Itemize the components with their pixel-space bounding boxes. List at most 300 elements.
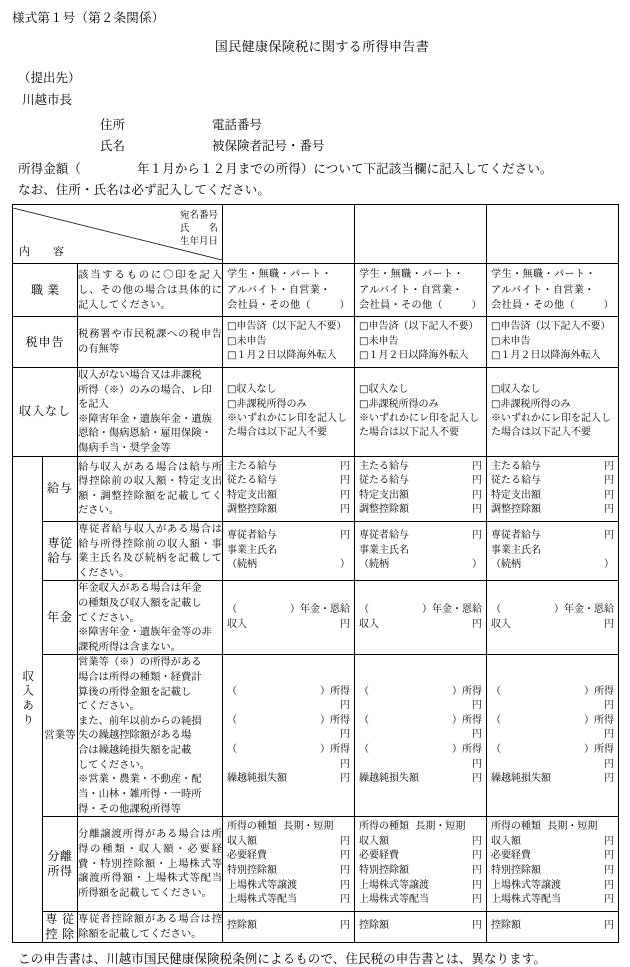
salary-field-1-3-unit: 円	[340, 489, 351, 501]
tax-filing-entry-3[interactable]	[487, 317, 619, 368]
no-income-note-2b: た場合は以下記入不要	[359, 427, 460, 439]
salary-entry-3[interactable]	[487, 456, 619, 521]
pension-fields-2[interactable]	[355, 600, 486, 635]
row-family-deduction	[13, 911, 619, 942]
separate-income-f1-5[interactable]	[227, 893, 350, 908]
separate-income-kind-2-value[interactable]: 長期・短期	[415, 821, 466, 833]
family-salary-amount-2-name: 専従者給与	[359, 530, 410, 542]
salary-field-2-4-unit: 円	[472, 504, 483, 516]
occupation-entry-3[interactable]	[487, 264, 619, 317]
no-income-entry-1[interactable]	[223, 367, 355, 456]
separate-income-f2-5-unit: 円	[472, 894, 483, 906]
no-income-opt-3-2[interactable]: □非課税所得のみ	[491, 398, 571, 410]
salary-field-3-4-name: 調整控除額	[491, 504, 542, 516]
occupation-entry-2[interactable]	[355, 264, 487, 317]
separate-income-f2-2-unit: 円	[472, 850, 483, 862]
business-carryover-2-label: 繰越純損失額	[359, 773, 420, 785]
business-income-1-2[interactable]	[227, 714, 350, 729]
row-no-income	[13, 367, 619, 456]
business-income-1-3-right: ）所得	[320, 744, 351, 756]
pension-type-1-left: （	[227, 604, 238, 616]
family-salary-fields-3[interactable]	[487, 526, 618, 576]
income-period-middle: 年１月から１２月までの所得）について下記該当欄に記入してください。	[137, 161, 553, 177]
business-carryover-1-label: 繰越純損失額	[227, 773, 288, 785]
row-label-occupation: 職業	[13, 264, 78, 317]
family-salary-amount-1[interactable]	[227, 529, 350, 544]
address-phone-row	[12, 117, 618, 133]
desc-business-l8: してください。	[78, 758, 151, 771]
separate-income-f3-1-unit: 円	[604, 835, 615, 847]
separate-income-f2-5[interactable]	[359, 893, 482, 908]
form-number: 様式第１号（第２条関係）	[12, 10, 165, 25]
person-3-entry[interactable]	[487, 205, 618, 263]
pension-entry-1[interactable]	[223, 581, 355, 655]
separate-income-label-l1: 分離	[47, 848, 73, 863]
insured-number-label: 被保険者記号・番号	[212, 137, 325, 153]
no-income-note-1b: た場合は以下記入不要	[227, 427, 328, 439]
business-income-1-3[interactable]	[227, 743, 350, 758]
occupation-other-right-3: ）	[603, 299, 615, 311]
salary-fields-3[interactable]	[487, 457, 618, 521]
family-deduction-label-l1: 専 従	[45, 911, 75, 926]
desc-no-income-l4: ※障害年金・遺族年金・遺族	[78, 412, 212, 425]
separate-income-entry-1[interactable]	[223, 817, 355, 912]
separate-income-f3-5-unit: 円	[604, 894, 615, 906]
separate-income-entry-2[interactable]	[355, 817, 487, 912]
salary-field-1-3[interactable]	[227, 489, 350, 504]
separate-income-f1-4[interactable]	[227, 879, 350, 894]
occupation-line-2b: アルバイト・自営業・	[359, 284, 463, 296]
no-income-opt-1-2[interactable]: □非課税所得のみ	[227, 398, 307, 410]
occupation-options-1[interactable]	[223, 264, 354, 316]
business-unit-2-1: 円	[472, 700, 483, 712]
family-salary-entry-2[interactable]	[355, 521, 487, 580]
submit-to-label: （提出先）	[18, 70, 81, 85]
income-period-prefix: 所得金額（	[18, 161, 82, 177]
pension-type-3-right: ）年金・恩給	[554, 604, 615, 616]
occupation-other-left-3: 会社員・その他（	[491, 299, 575, 311]
separate-income-kind-1-label: 所得の種類	[227, 821, 278, 833]
atena-number-label: 宛名番号	[180, 210, 219, 222]
occupation-options-2[interactable]	[355, 264, 486, 316]
salary-field-3-1-name: 主たる給与	[491, 460, 542, 472]
person-2-entry[interactable]	[355, 205, 486, 263]
desc-no-income-l5: 恩給・傷病恩給・雇用保険・	[78, 427, 212, 440]
business-carryover-1[interactable]	[227, 772, 350, 787]
row-label-family-salary	[43, 521, 78, 580]
business-unit-1-2: 円	[340, 729, 351, 741]
salary-field-3-2-name: 従たる給与	[491, 475, 542, 487]
corner-diagonal	[13, 208, 222, 260]
no-income-opt-1-1[interactable]: □収入なし	[227, 384, 277, 396]
separate-income-f2-1[interactable]	[359, 835, 482, 850]
family-salary-amount-2[interactable]	[359, 529, 482, 544]
family-salary-relation-1[interactable]	[227, 558, 350, 573]
family-salary-relation-2[interactable]	[359, 558, 482, 573]
salary-fields-1[interactable]	[223, 457, 354, 521]
family-deduction-amount-2[interactable]	[359, 919, 482, 934]
pension-income-1-unit: 円	[340, 618, 351, 630]
business-income-2-3-right: ）所得	[452, 744, 483, 756]
business-unit-1-3: 円	[340, 758, 351, 770]
occupation-line-3b: アルバイト・自営業・	[491, 284, 595, 296]
business-income-3-1[interactable]	[491, 685, 614, 700]
tax-filing-opt-3-2[interactable]: □未申告	[491, 335, 531, 347]
salary-field-3-4[interactable]	[491, 503, 614, 518]
desc-business-l10: 当・山林・雑所得・一時所	[78, 787, 202, 800]
tax-filing-options-2[interactable]	[355, 317, 486, 367]
business-income-2-3-left: （	[359, 744, 370, 756]
family-deduction-amount-2-unit: 円	[472, 920, 483, 932]
family-salary-relation-3-left: （続柄	[491, 559, 522, 571]
tax-filing-opt-1-3[interactable]: □１月２日以降海外転入	[227, 350, 337, 362]
desc-tax-filing: 税務署や市民税課への税申告の有無等	[78, 317, 223, 368]
separate-income-f2-1-unit: 円	[472, 835, 483, 847]
group-label-has-income	[13, 456, 43, 942]
family-deduction-amount-3[interactable]	[491, 919, 614, 934]
family-deduction-fields-3[interactable]	[487, 916, 618, 937]
family-deduction-entry-1[interactable]	[223, 911, 355, 942]
family-salary-entry-1[interactable]	[223, 521, 355, 580]
separate-income-kind-2[interactable]	[359, 820, 482, 835]
desc-no-income-l1: 収入がない場合又は非課税	[78, 368, 202, 381]
income-declaration-table	[12, 204, 619, 942]
salary-field-2-1[interactable]	[359, 460, 482, 475]
occupation-other-3[interactable]	[491, 298, 614, 313]
business-income-2-1-left: （	[359, 685, 370, 697]
occupation-other-right-1: ）	[339, 299, 351, 311]
family-deduction-fields-2[interactable]	[355, 916, 486, 937]
desc-salary: 給与収入がある場合は給与所得控除前の収入額・特定支出額・調整控除額を記載してください。	[78, 456, 223, 521]
mandatory-note: なお、住所・氏名は必ず記入してください。	[18, 182, 271, 198]
separate-income-f1-4-unit: 円	[340, 879, 351, 891]
family-salary-amount-3-unit: 円	[604, 530, 615, 542]
desc-no-income-l2: 所得（※）のみの場合、レ印	[78, 383, 212, 396]
pension-type-2[interactable]	[359, 603, 482, 618]
desc-pension-l5: 課税所得は含まない。	[78, 640, 181, 653]
family-salary-owner-1[interactable]: 事業主氏名	[227, 544, 278, 556]
business-fields-1[interactable]	[223, 682, 354, 790]
tax-filing-entry-2[interactable]	[355, 317, 487, 368]
row-label-business: 営業等	[43, 655, 78, 817]
desc-business-l5: また、前年以前からの純損	[78, 714, 202, 727]
tax-filing-opt-2-3[interactable]: □１月２日以降海外転入	[359, 350, 469, 362]
separate-income-fields-1[interactable]	[223, 817, 354, 911]
separate-income-f1-2-name: 必要経費	[227, 850, 268, 862]
pension-type-2-left: （	[359, 604, 370, 616]
salary-field-3-1-unit: 円	[604, 460, 615, 472]
business-income-1-2-left: （	[227, 714, 238, 726]
business-unit-2-3: 円	[472, 758, 483, 770]
family-salary-relation-1-right: ）	[340, 559, 351, 571]
business-unit-3-3: 円	[604, 758, 615, 770]
no-income-options-1[interactable]	[223, 380, 354, 443]
tax-filing-opt-2-1[interactable]: □申告済（以下記入不要）	[359, 321, 479, 333]
business-unit-2-2: 円	[472, 729, 483, 741]
no-income-note-3a: ※いずれかにレ印を記入し	[491, 413, 612, 425]
separate-income-f1-3-name: 特別控除額	[227, 864, 278, 876]
separate-income-f3-2[interactable]	[491, 849, 614, 864]
business-income-2-2[interactable]	[359, 714, 482, 729]
occupation-line-2a: 学生・無職・パート・	[359, 269, 464, 281]
salary-field-2-3[interactable]	[359, 489, 482, 504]
salary-field-1-2-unit: 円	[340, 475, 351, 487]
separate-income-f1-4-name: 上場株式等譲渡	[227, 879, 298, 891]
business-income-1-1-right: ）所得	[320, 685, 351, 697]
business-carryover-2-unit: 円	[472, 773, 483, 785]
tax-filing-opt-2-2[interactable]: □未申告	[359, 335, 399, 347]
tax-filing-opt-1-1[interactable]: □申告済（以下記入不要）	[227, 321, 347, 333]
family-deduction-amount-2-name: 控除額	[359, 920, 390, 932]
pension-entry-2[interactable]	[355, 581, 487, 655]
family-salary-label-l1: 専従	[47, 536, 73, 551]
corner-bottom-left: 内 容	[19, 245, 70, 259]
no-income-opt-2-2[interactable]: □非課税所得のみ	[359, 398, 439, 410]
row-salary	[13, 456, 619, 521]
name-insured-row	[12, 138, 618, 154]
salary-field-2-1-unit: 円	[472, 460, 483, 472]
separate-income-kind-3-label: 所得の種類	[491, 821, 542, 833]
desc-family-deduction: 専従者控除額がある場合は控除額を記載してください。	[78, 911, 223, 942]
salary-field-2-2[interactable]	[359, 474, 482, 489]
person-column-3[interactable]	[487, 205, 619, 264]
name-label: 氏名	[100, 137, 126, 153]
separate-income-f3-3-name: 特別控除額	[491, 864, 542, 876]
salary-field-2-3-unit: 円	[472, 489, 483, 501]
family-salary-fields-2[interactable]	[355, 526, 486, 576]
business-income-3-2[interactable]	[491, 714, 614, 729]
business-income-2-1[interactable]	[359, 685, 482, 700]
family-deduction-fields-1[interactable]	[223, 916, 354, 937]
business-unit-3-1: 円	[604, 700, 615, 712]
address-label: 住所	[100, 117, 126, 132]
salary-field-1-2[interactable]	[227, 474, 350, 489]
pension-type-3[interactable]	[491, 603, 614, 618]
desc-business-l4: てください。	[78, 700, 140, 713]
business-income-2-3[interactable]	[359, 743, 482, 758]
separate-income-f2-2[interactable]	[359, 849, 482, 864]
row-label-separate-income	[43, 817, 78, 912]
business-income-3-3[interactable]	[491, 743, 614, 758]
salary-field-1-1[interactable]	[227, 460, 350, 475]
business-income-3-2-right: ）所得	[584, 714, 615, 726]
business-income-3-3-right: ）所得	[584, 744, 615, 756]
family-deduction-amount-3-name: 控除額	[491, 920, 522, 932]
no-income-entry-3[interactable]	[487, 367, 619, 456]
tax-filing-opt-1-2[interactable]: □未申告	[227, 335, 267, 347]
salary-field-3-3[interactable]	[491, 489, 614, 504]
separate-income-f2-4[interactable]	[359, 879, 482, 894]
separate-income-f3-2-name: 必要経費	[491, 850, 532, 862]
salary-field-3-4-unit: 円	[604, 504, 615, 516]
family-deduction-entry-3[interactable]	[487, 911, 619, 942]
desc-pension-l2: の種類及び収入額を記載し	[78, 597, 202, 609]
desc-separate-income: 分離譲渡所得がある場合は所得の種類・収入額・必要経費・特別控除額・上場株式等譲渡所得額・上場株式等配当所得額を記載してください。	[78, 817, 223, 912]
separate-income-kind-3-value[interactable]: 長期・短期	[547, 821, 598, 833]
occupation-other-1[interactable]	[227, 298, 350, 313]
business-income-1-1[interactable]	[227, 685, 350, 700]
no-income-opt-3-1[interactable]: □収入なし	[491, 384, 541, 396]
row-tax-filing	[13, 317, 619, 368]
row-pension	[13, 581, 619, 655]
desc-business-l6: 失の繰越控除額がある場	[78, 729, 192, 742]
separate-income-f2-1-name: 収入額	[359, 835, 390, 847]
business-carryover-3-unit: 円	[604, 773, 615, 785]
pension-income-2[interactable]	[359, 618, 482, 633]
salary-fields-2[interactable]	[355, 457, 486, 521]
salary-entry-2[interactable]	[355, 456, 487, 521]
family-salary-relation-2-right: ）	[472, 559, 483, 571]
family-salary-owner-3[interactable]: 事業主氏名	[491, 544, 542, 556]
family-salary-relation-3[interactable]	[491, 558, 614, 573]
no-income-options-2[interactable]	[355, 380, 486, 443]
business-income-3-2-left: （	[491, 714, 502, 726]
salary-field-2-2-unit: 円	[472, 475, 483, 487]
separate-income-f2-5-name: 上場株式等配当	[359, 894, 430, 906]
pension-fields-1[interactable]	[223, 600, 354, 635]
business-income-2-2-right: ）所得	[452, 714, 483, 726]
separate-income-kind-3[interactable]	[491, 820, 614, 835]
pension-income-1[interactable]	[227, 618, 350, 633]
pension-income-3-label: 収入	[491, 618, 512, 630]
desc-no-income-l3: を記入	[78, 398, 109, 411]
no-income-options-3[interactable]	[487, 380, 618, 443]
family-salary-relation-1-left: （続柄	[227, 559, 258, 571]
desc-business-l3: 算後の所得金額を記載し	[78, 685, 192, 698]
person-1-entry[interactable]	[223, 205, 354, 263]
row-label-no-income: 収入なし	[13, 367, 78, 456]
salary-field-3-1[interactable]	[491, 460, 614, 475]
salary-field-2-3-name: 特定支出額	[359, 489, 410, 501]
business-unit-3-2: 円	[604, 729, 615, 741]
business-income-1-2-right: ）所得	[320, 714, 351, 726]
separate-income-fields-2[interactable]	[355, 817, 486, 911]
tax-filing-options-3[interactable]	[487, 317, 618, 367]
addressee-mayor: 川越市長	[22, 92, 73, 107]
person-column-1[interactable]	[223, 205, 355, 264]
pension-type-1[interactable]	[227, 603, 350, 618]
separate-income-f3-3[interactable]	[491, 864, 614, 879]
tax-filing-entry-1[interactable]	[223, 317, 355, 368]
desc-business-l9: ※営業・農業・不動産・配	[78, 773, 202, 786]
pension-income-3[interactable]	[491, 618, 614, 633]
separate-income-f3-2-unit: 円	[604, 850, 615, 862]
salary-field-1-1-unit: 円	[340, 460, 351, 472]
occupation-options-3[interactable]	[487, 264, 618, 316]
desc-occupation: 該当するものに〇印を記入し、その他の場合は具体的に記入してください。	[78, 264, 223, 317]
family-salary-amount-3-name: 専従者給与	[491, 530, 542, 542]
salary-field-1-3-name: 特定支出額	[227, 489, 278, 501]
row-occupation	[13, 264, 619, 317]
family-salary-amount-2-unit: 円	[472, 530, 483, 542]
salary-entry-1[interactable]	[223, 456, 355, 521]
salary-field-1-4-name: 調整控除額	[227, 504, 278, 516]
business-carryover-3[interactable]	[491, 772, 614, 787]
tax-filing-opt-3-3[interactable]: □１月２日以降海外転入	[491, 350, 601, 362]
phone-label: 電話番号	[212, 117, 263, 132]
separate-income-f1-2[interactable]	[227, 849, 350, 864]
no-income-opt-2-1[interactable]: □収入なし	[359, 384, 409, 396]
person-column-2[interactable]	[355, 205, 487, 264]
separate-income-kind-1-value[interactable]: 長期・短期	[283, 821, 334, 833]
separate-income-entry-3[interactable]	[487, 817, 619, 912]
business-income-3-3-left: （	[491, 744, 502, 756]
family-salary-owner-2[interactable]: 事業主氏名	[359, 544, 410, 556]
separate-income-f1-3[interactable]	[227, 864, 350, 879]
family-deduction-amount-1[interactable]	[227, 919, 350, 934]
row-label-family-deduction	[43, 911, 78, 942]
pension-income-2-label: 収入	[359, 618, 380, 630]
income-period-instruction	[18, 159, 618, 177]
business-entry-2[interactable]	[355, 655, 487, 817]
family-salary-amount-3[interactable]	[491, 529, 614, 544]
table-header-row	[13, 205, 619, 264]
business-carryover-2[interactable]	[359, 772, 482, 787]
separate-income-f3-4-name: 上場株式等譲渡	[491, 879, 562, 891]
separate-income-f1-1[interactable]	[227, 835, 350, 850]
business-entry-1[interactable]	[223, 655, 355, 817]
separate-income-f2-4-name: 上場株式等譲渡	[359, 879, 430, 891]
pension-income-2-unit: 円	[472, 618, 483, 630]
salary-field-1-4[interactable]	[227, 503, 350, 518]
separate-income-kind-1[interactable]	[227, 820, 350, 835]
row-family-salary	[13, 521, 619, 580]
business-income-3-1-right: ）所得	[584, 685, 615, 697]
pension-type-2-right: ）年金・恩給	[422, 604, 483, 616]
business-entry-3[interactable]	[487, 655, 619, 817]
pension-fields-3[interactable]	[487, 600, 618, 635]
salary-field-1-4-unit: 円	[340, 504, 351, 516]
desc-no-income	[78, 367, 223, 456]
separate-income-f3-1-name: 収入額	[491, 835, 522, 847]
occupation-other-right-2: ）	[471, 299, 483, 311]
desc-no-income-l6: 傷病手当・奨学金等	[78, 441, 171, 454]
separate-income-f3-4[interactable]	[491, 879, 614, 894]
separate-income-f3-5[interactable]	[491, 893, 614, 908]
business-fields-2[interactable]	[355, 682, 486, 790]
pension-entry-3[interactable]	[487, 581, 619, 655]
separate-income-kind-2-label: 所得の種類	[359, 821, 410, 833]
business-income-2-1-right: ）所得	[452, 685, 483, 697]
tax-filing-options-1[interactable]	[223, 317, 354, 367]
salary-field-2-4[interactable]	[359, 503, 482, 518]
tax-filing-opt-3-1[interactable]: □申告済（以下記入不要）	[491, 321, 611, 333]
business-fields-3[interactable]	[487, 682, 618, 790]
separate-income-f3-1[interactable]	[491, 835, 614, 850]
separate-income-fields-3[interactable]	[487, 817, 618, 911]
separate-income-f1-5-name: 上場株式等配当	[227, 894, 298, 906]
separate-income-f2-3[interactable]	[359, 864, 482, 879]
salary-field-3-2[interactable]	[491, 474, 614, 489]
occupation-other-left-1: 会社員・その他（	[227, 299, 311, 311]
business-carryover-3-label: 繰越純損失額	[491, 773, 552, 785]
no-income-entry-2[interactable]	[355, 367, 487, 456]
pension-income-3-unit: 円	[604, 618, 615, 630]
business-income-3-1-left: （	[491, 685, 502, 697]
document-header	[0, 0, 630, 198]
family-deduction-entry-2[interactable]	[355, 911, 487, 942]
family-deduction-amount-1-unit: 円	[340, 920, 351, 932]
family-salary-fields-1[interactable]	[223, 526, 354, 576]
family-salary-entry-3[interactable]	[487, 521, 619, 580]
salary-field-1-1-name: 主たる給与	[227, 460, 278, 472]
separate-income-f3-3-unit: 円	[604, 864, 615, 876]
occupation-other-2[interactable]	[359, 298, 482, 313]
row-separate-income	[13, 817, 619, 912]
occupation-entry-1[interactable]	[223, 264, 355, 317]
no-income-note-3b: た場合は以下記入不要	[491, 427, 592, 439]
pension-income-1-label: 収入	[227, 618, 248, 630]
